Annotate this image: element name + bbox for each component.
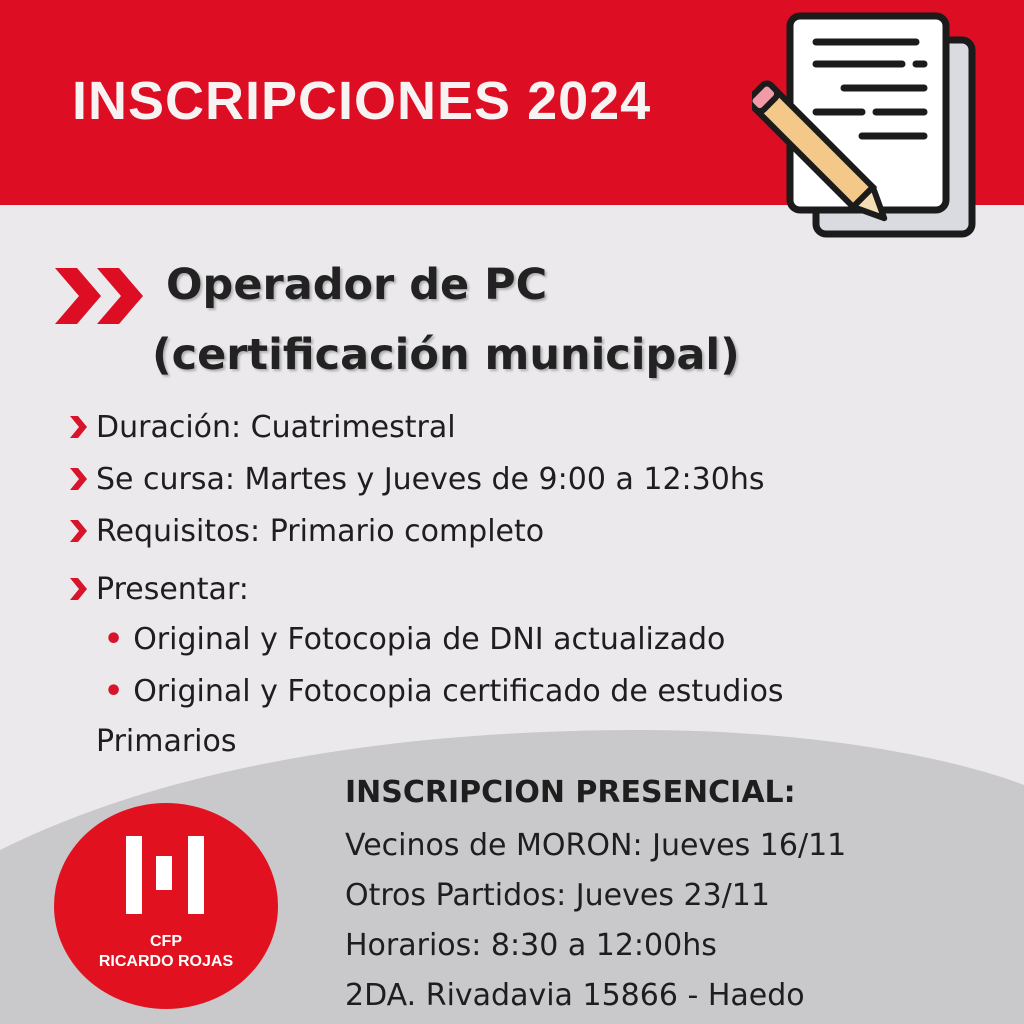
- document-text: Original y Fotocopia de DNI actualizado: [133, 622, 726, 657]
- chevron-right-icon: [68, 518, 88, 544]
- detail-schedule: [68, 462, 764, 497]
- course-title: Operador de PC: [166, 260, 548, 310]
- logo-line-1: CFP: [150, 933, 182, 950]
- enrollment-line: Otros Partidos: Jueves 23/11: [345, 878, 770, 913]
- banner-title: INSCRIPCIONES 2024: [72, 71, 652, 131]
- detail-duration: [68, 410, 456, 445]
- chevron-right-icon: [68, 466, 88, 492]
- bullet-dot-icon: •: [104, 622, 124, 657]
- document-text: Original y Fotocopia certificado de estudios: [133, 674, 784, 709]
- enrollment-line: 2DA. Rivadavia 15866 - Haedo: [345, 978, 805, 1013]
- document-pencil-icon: [752, 6, 992, 242]
- bullet-dot-icon: •: [104, 674, 124, 709]
- detail-requirements: [68, 514, 544, 549]
- enrollment-line: Horarios: 8:30 a 12:00hs: [345, 928, 717, 963]
- logo-line-2: RICARDO ROJAS: [98, 953, 234, 970]
- chevron-right-icon: [68, 414, 88, 440]
- document-item: [104, 674, 784, 709]
- enrollment-heading: INSCRIPCION PRESENCIAL:: [345, 775, 796, 810]
- chevron-right-icon: [68, 576, 88, 602]
- detail-text: Requisitos: Primario completo: [96, 514, 545, 549]
- document-item: [104, 622, 725, 657]
- double-chevron-icon: [55, 268, 147, 324]
- logo-mark-icon: [126, 836, 206, 914]
- detail-text: Duración: Cuatrimestral: [96, 410, 456, 445]
- detail-text: Se cursa: Martes y Jueves de 9:00 a 12:30hs: [96, 462, 765, 497]
- detail-present: [68, 572, 249, 607]
- course-subtitle: (certificación municipal): [152, 330, 740, 380]
- document-continuation: Primarios: [96, 724, 237, 759]
- detail-text: Presentar:: [96, 572, 249, 607]
- enrollment-line: Vecinos de MORON: Jueves 16/11: [345, 828, 847, 863]
